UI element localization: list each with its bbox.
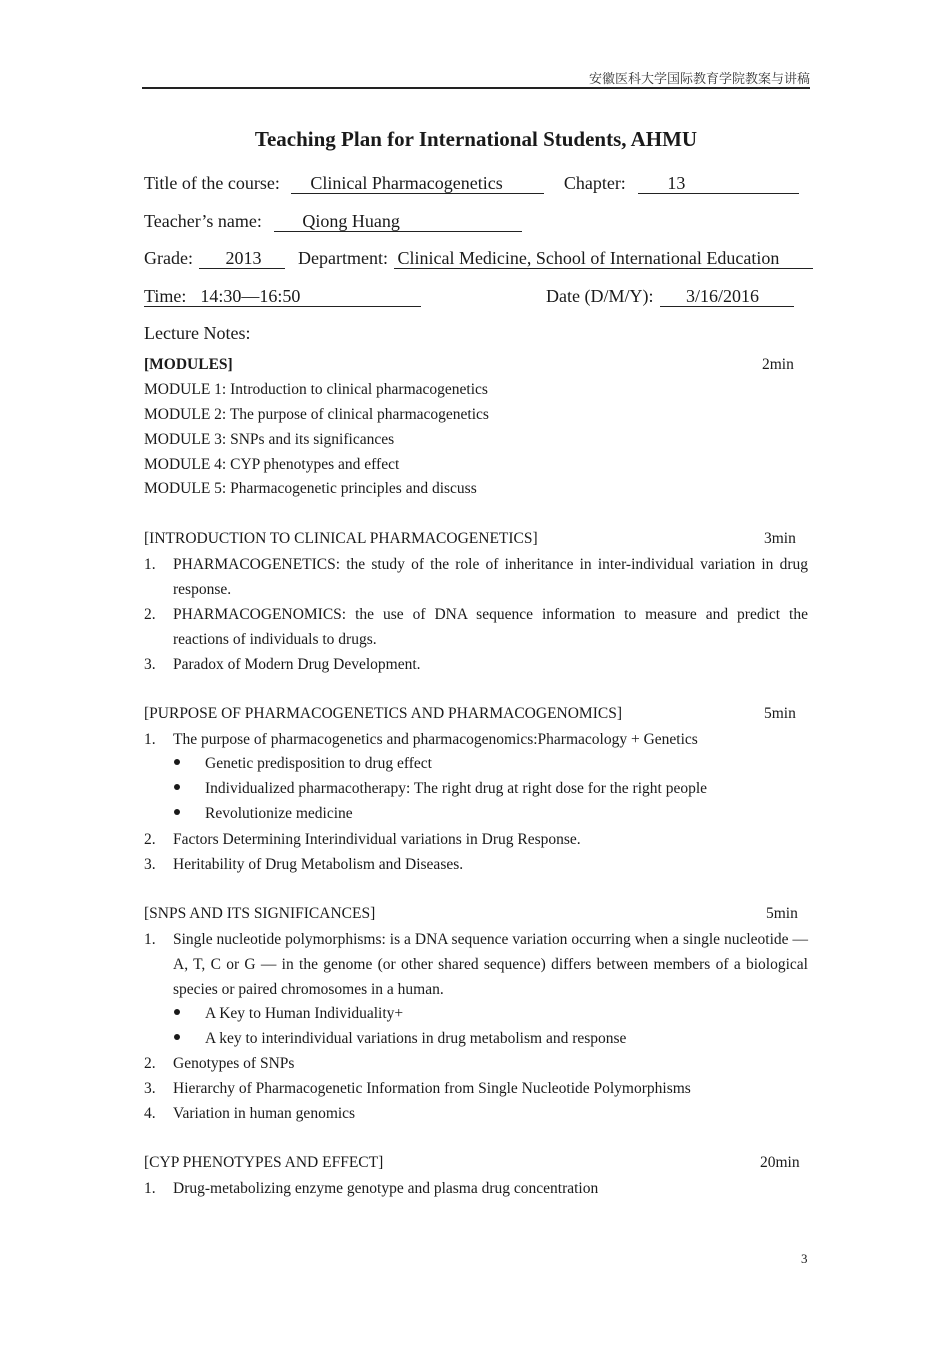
module-item: MODULE 5: Pharmacogenetic principles and discuss xyxy=(144,480,477,497)
intro-time: 3min xyxy=(764,530,796,547)
time-row xyxy=(144,286,421,307)
snps-item: 3. Hierarchy of Pharmacogenetic Information from Single Nucleotide Polymorphisms xyxy=(144,1080,691,1097)
course-title-label: Title of the course: xyxy=(144,173,280,193)
purpose-time: 5min xyxy=(764,705,796,722)
snps-bullet: A key to interindividual variations in drug metabolism and response xyxy=(174,1030,626,1048)
intro-item: 3. Paradox of Modern Drug Development. xyxy=(144,656,421,673)
module-item: MODULE 4: CYP phenotypes and effect xyxy=(144,456,400,473)
purpose-bullet: Individualized pharmacotherapy: The right drug at right dose for the right people xyxy=(174,780,707,798)
purpose-item: 3. Heritability of Drug Metabolism and Diseases. xyxy=(144,856,464,873)
snps-bullet: A Key to Human Individuality+ xyxy=(174,1005,403,1023)
bullet-icon xyxy=(174,809,180,815)
cyp-item: 1. Drug-metabolizing enzyme genotype and plasma drug concentration xyxy=(144,1180,599,1197)
purpose-item: 2. Factors Determining Interindividual variations in Drug Response. xyxy=(144,831,581,848)
intro-item: 1. PHARMACOGENETICS: the study of the role of inheritance in inter-individual variation in drug response. xyxy=(144,556,808,598)
chapter-label: Chapter: xyxy=(563,173,626,193)
chapter-value: 13 xyxy=(638,173,799,194)
modules-heading: [MODULES] xyxy=(144,356,233,373)
snps-item: 2. Genotypes of SNPs xyxy=(144,1055,295,1072)
header-divider xyxy=(142,87,810,89)
page-number: 3 xyxy=(801,1251,808,1266)
grade-department-row xyxy=(144,248,813,269)
teacher-value: Qiong Huang xyxy=(274,211,522,232)
teacher-label: Teacher’s name: xyxy=(144,211,262,231)
course-title-value: Clinical Pharmacogenetics xyxy=(291,173,544,194)
date-row xyxy=(546,286,794,307)
modules-time: 2min xyxy=(762,356,794,373)
purpose-heading: [PURPOSE OF PHARMACOGENETICS AND PHARMACOGENOMICS] xyxy=(144,705,622,722)
snps-item: 1. Single nucleotide polymorphisms: is a DNA sequence variation occurring when a single nucleotide — A, T, C or G — in the genome (or other shared sequence) differs between members of a biological species or paired chromosomes in a human. xyxy=(144,931,808,998)
bullet-icon xyxy=(174,1034,180,1040)
snps-time: 5min xyxy=(766,905,798,922)
cyp-heading: [CYP PHENOTYPES AND EFFECT] xyxy=(144,1154,384,1171)
snps-heading: [SNPS AND ITS SIGNIFICANCES] xyxy=(144,905,376,922)
page-header-institution: 安徽医科大学国际教育学院教案与讲稿 xyxy=(588,72,810,87)
purpose-item: 1. The purpose of pharmacogenetics and pharmacogenomics:Pharmacology + Genetics xyxy=(144,731,698,748)
time-field: Time: 14:30—16:50 xyxy=(144,286,421,307)
module-item: MODULE 3: SNPs and its significances xyxy=(144,431,395,448)
intro-heading: [INTRODUCTION TO CLINICAL PHARMACOGENETICS] xyxy=(144,530,538,547)
document-title: Teaching Plan for International Students, AHMU xyxy=(254,127,698,151)
department-label: Department: xyxy=(297,248,388,268)
bullet-icon xyxy=(174,759,180,765)
department-value: Clinical Medicine, School of International Education xyxy=(394,248,813,269)
bullet-icon xyxy=(174,784,180,790)
intro-item: 2. PHARMACOGENOMICS: the use of DNA sequence information to measure and predict the reactions of individuals to drugs. xyxy=(144,606,808,648)
bullet-icon xyxy=(174,1009,180,1015)
date-value: 3/16/2016 xyxy=(660,286,794,307)
snps-item: 4. Variation in human genomics xyxy=(144,1105,356,1122)
teacher-row xyxy=(144,211,522,232)
cyp-time: 20min xyxy=(760,1154,800,1171)
module-item: MODULE 2: The purpose of clinical pharmacogenetics xyxy=(144,406,489,423)
lecture-notes-label: Lecture Notes: xyxy=(144,323,251,343)
grade-label: Grade: xyxy=(144,248,193,268)
grade-value: 2013 xyxy=(199,248,285,269)
module-item: MODULE 1: Introduction to clinical pharmacogenetics xyxy=(144,381,488,398)
purpose-bullet: Genetic predisposition to drug effect xyxy=(174,755,432,773)
purpose-bullet: Revolutionize medicine xyxy=(174,805,353,823)
date-label: Date (D/M/Y): xyxy=(546,286,654,306)
course-title-row xyxy=(144,173,799,194)
